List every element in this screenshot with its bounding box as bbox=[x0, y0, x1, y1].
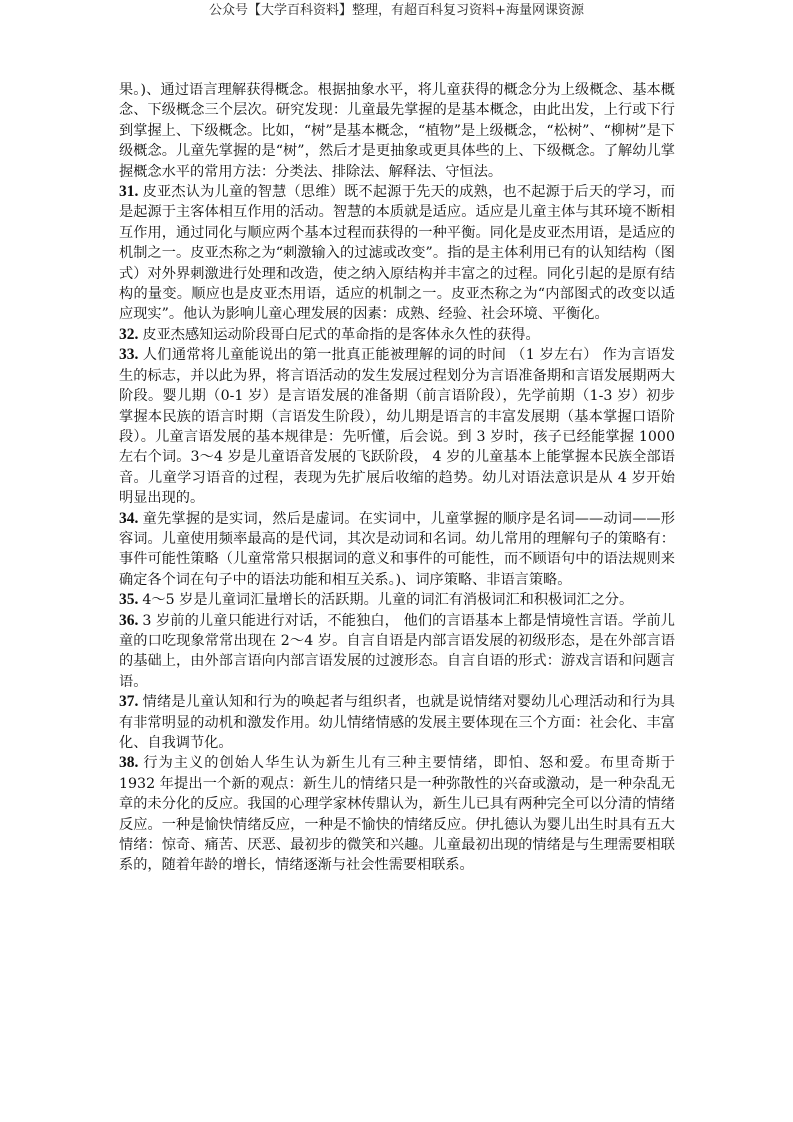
page-header: 公众号【大学百科资料】整理，有超百科复习资料+海量网课资源 bbox=[209, 3, 584, 18]
paragraph-number: 36. bbox=[119, 611, 139, 629]
paragraph-32 bbox=[119, 325, 675, 345]
paragraph-text: 皮亚杰认为儿童的智慧（思维）既不起源于先天的成熟，也不起源于后天的学习，而是起源于主客体相互作用的活动。智慧的本质就是适应。适应是儿童主体与其环境不断相互作用，通过同化与顺应两个基本过程而获得的一种平衡。同化是皮亚杰用语，是适应的机制之一。皮亚杰称之为“刺激输入的过滤或改变”。指的是主体利用已有的认知结构（图式）对外界刺激进行处理和改造，使之纳入原结构并丰富之的过程。同化引起的是原有结构的量变。顺应也是皮亚杰用语，适应的机制之一。皮亚杰称之为“内部图式的改变以适应现实”。他认为影响儿童心理发展的因素：成熟、经验、社会环境、平衡化。 bbox=[119, 184, 675, 323]
paragraph-text: 人们通常将儿童能说出的第一批真正能被理解的词的时间 （1 岁左右） 作为言语发生的标志，并以此为界，将言语活动的发生发展过程划分为言语准备期和言语发展期两大阶段。婴儿期（0-1 岁）是言语发展的准备期（前言语阶段），先学前期（1-3 岁）初步掌握本民族的语言时期（言语发生阶段），幼儿期是语言的丰富发展期（基本掌握口语阶段）。儿童言语发展的基本规律是：先听懂，后会说。到 3 岁时，孩子已经能掌握 1000 左右个词。3～4 岁是儿童语音发展的飞跃阶段， 4 岁的儿童基本上能掌握本民族全部语音。儿童学习语音的过程，表现为先扩展后收缩的趋势。幼儿对语法意识是从 4 岁开始明显出现的。 bbox=[119, 347, 675, 507]
paragraph-number: 35. bbox=[119, 591, 139, 609]
paragraph-34 bbox=[119, 509, 675, 591]
paragraph-30-continued bbox=[119, 80, 675, 182]
paragraph-text: 4～5 岁是儿童词汇量增长的活跃期。儿童的词汇有消极词汇和积极词汇之分。 bbox=[142, 592, 634, 609]
paragraph-36 bbox=[119, 611, 675, 693]
paragraph-31 bbox=[119, 182, 675, 325]
paragraph-text: 皮亚杰感知运动阶段哥白尼式的革命指的是客体永久性的获得。 bbox=[142, 326, 540, 343]
paragraph-text: 情绪是儿童认知和行为的唤起者与组织者，也就是说情绪对婴幼儿心理活动和行为具有非常明显的动机和激发作用。幼儿情绪情感的发展主要体现在三个方面：社会化、丰富化、自我调节化。 bbox=[119, 694, 675, 751]
paragraph-number: 37. bbox=[119, 693, 139, 711]
paragraph-number: 32. bbox=[119, 325, 139, 343]
paragraph-number: 34. bbox=[119, 509, 139, 527]
paragraph-text: 行为主义的创始人华生认为新生儿有三种主要情绪，即怕、怒和爱。布里奇斯于 1932 年提出一个新的观点：新生儿的情绪只是一种弥散性的兴奋或激动，是一种杂乱无章的未分化的反应。我国的心理学家林传鼎认为，新生儿已具有两种完全可以分清的情绪反应。一种是愉快情绪反应，一种是不愉快的情绪反应。伊扎德认为婴儿出生时具有五大情绪：惊奇、痛苦、厌恶、最初步的微笑和兴趣。儿童最初出现的情绪是与生理需要相联系的，随着年龄的增长，情绪逐渐与社会性需要相联系。 bbox=[119, 755, 675, 874]
paragraph-text: 童先掌握的是实词，然后是虚词。在实词中，儿童掌握的顺序是名词——动词——形容词。儿童使用频率最高的是代词，其次是动词和名词。幼儿常用的理解句子的策略有：事件可能性策略（儿童常常只根据词的意义和事件的可能性，而不顾语句中的语法规则来确定各个词在句子中的语法功能和相互关系。)、词序策略、非语言策略。 bbox=[119, 510, 675, 588]
paragraph-35 bbox=[119, 590, 675, 610]
document-body bbox=[119, 80, 675, 876]
paragraph-number: 38. bbox=[119, 754, 139, 772]
paragraph-33 bbox=[119, 345, 675, 508]
paragraph-text: 3 岁前的儿童只能进行对话，不能独白， 他们的言语基本上都是情境性言语。学前儿童的口吃现象常常出现在 2～4 岁。自言自语是内部言语发展的初级形态，是在外部言语的基础上，由外部言语向内部言语发展的过渡形态。自言自语的形式：游戏言语和问题言语。 bbox=[119, 612, 675, 690]
paragraph-number: 31. bbox=[119, 183, 139, 201]
paragraph-38 bbox=[119, 753, 675, 875]
paragraph-37 bbox=[119, 692, 675, 753]
paragraph-number: 33. bbox=[119, 346, 139, 364]
paragraph-text: 果。)、通过语言理解获得概念。根据抽象水平，将儿童获得的概念分为上级概念、基本概念、下级概念三个层次。研究发现：儿童最先掌握的是基本概念，由此出发，上行或下行到掌握上、下级概念。比如，“树”是基本概念，“植物”是上级概念，“松树”、“柳树”是下级概念。儿童先掌握的是“树”，然后才是更抽象或更具体些的上、下级概念。了解幼儿掌握概念水平的常用方法：分类法、排除法、解释法、守恒法。 bbox=[119, 82, 675, 180]
